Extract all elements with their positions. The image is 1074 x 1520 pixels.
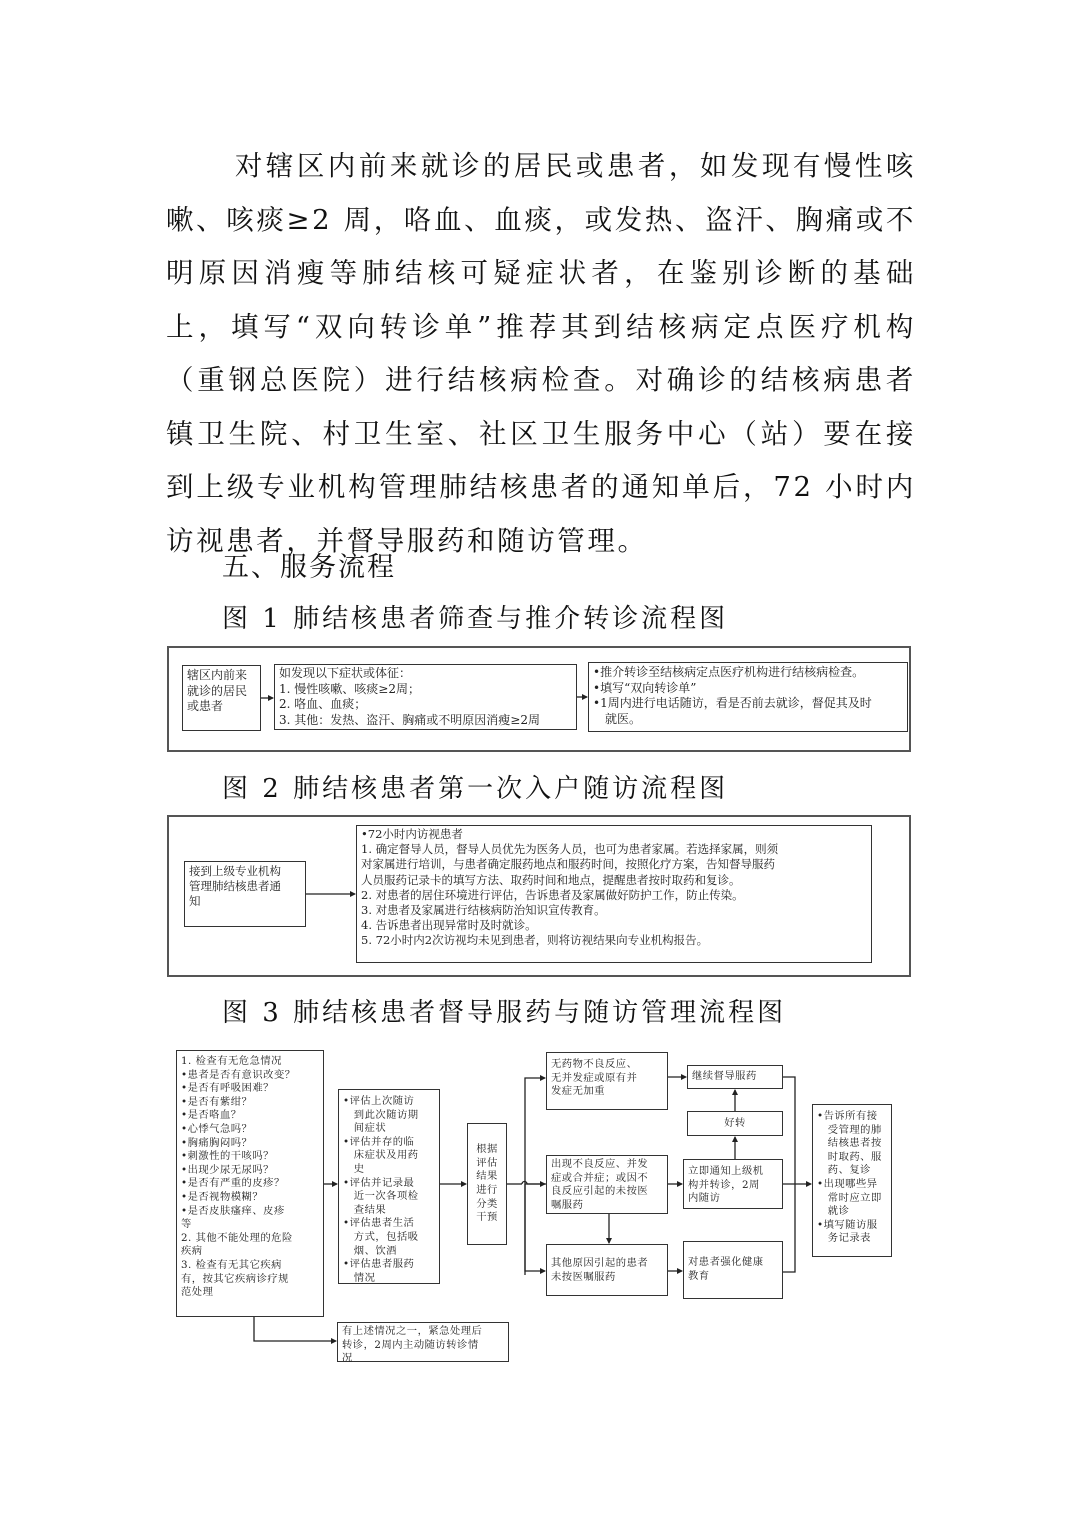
fig2-box-start [184, 861, 306, 927]
box-text [817, 1110, 887, 1246]
box-text-line: 构并转诊，2周 [688, 1178, 760, 1191]
box-text-line: 或患者 [187, 699, 224, 713]
box-text-line: •是否有严重的皮疹？ [181, 1177, 285, 1190]
box-text-line: 发症无加重 [551, 1085, 605, 1098]
box-text-line: 间症状 [343, 1122, 387, 1135]
section-heading: 五、服务流程 [222, 552, 396, 583]
box-text-line: •推介转诊至结核病定点医疗机构进行结核病检查。 [593, 665, 865, 679]
fig1-box-actions [588, 662, 908, 732]
fig2-box-steps [356, 825, 872, 963]
box-text-line: 结果 [476, 1170, 498, 1183]
box-text-line: 2. 咯血、血痰； [279, 697, 367, 711]
box-text-line: 嘱服药 [551, 1198, 584, 1211]
fig1-box-symptoms [274, 664, 577, 730]
box-text-line: 范处理 [181, 1286, 214, 1299]
box-text-line: 转诊，2周内主动随访转诊情 [342, 1338, 479, 1351]
box-text [551, 1257, 663, 1284]
box-text-line: 根据 [476, 1143, 498, 1156]
box-text-line: 有，按其它疾病诊疗规 [181, 1272, 289, 1285]
intro-paragraph [166, 140, 916, 568]
box-text-line: 辖区内前来 [187, 668, 248, 682]
box-text-line: 症或合并症；或因不 [551, 1171, 649, 1184]
fig1-box-start [182, 665, 261, 731]
box-text-line: 药、复诊 [817, 1164, 871, 1177]
box-text-line: •是否有呼吸困难？ [181, 1082, 274, 1095]
box-text-line: 评估 [476, 1156, 498, 1169]
box-text-line: •刺激性的干咳吗？ [181, 1150, 274, 1163]
box-text-line: •胸痛胸闷吗？ [181, 1136, 253, 1149]
fig3-box-refer [683, 1159, 783, 1209]
box-text-line: 教育 [688, 1269, 710, 1282]
box-text-line: •是否皮肤瘙痒、皮疹 [181, 1204, 285, 1217]
box-text-line: 良反应引起的未按医 [551, 1185, 649, 1198]
box-text-line: 立即通知上级机 [688, 1165, 764, 1177]
fig3-box-assess [338, 1089, 440, 1284]
box-text-line: 床症状及用药 [343, 1149, 419, 1162]
box-text-line: 4. 告诉患者出现异常时及时就诊。 [361, 918, 537, 933]
fig3-branch-hop [522, 1182, 527, 1185]
box-text-line: •出现少尿无尿吗？ [181, 1163, 274, 1176]
box-text-line: 出现不良反应、并发 [551, 1158, 649, 1170]
box-text-line: 好转 [724, 1116, 746, 1129]
box-text-line: 近一次各项检 [343, 1190, 419, 1203]
box-text-line: 无并发症或原有并 [551, 1071, 638, 1084]
box-text-line: •72小时内访视患者 [361, 827, 463, 841]
box-text [361, 827, 867, 949]
box-text-line: 接到上级专业机构 [189, 864, 281, 878]
fig3-box-no-reaction [546, 1052, 668, 1110]
fig3-box-emergency [337, 1322, 509, 1365]
box-text-line: •告诉所有接 [817, 1110, 878, 1122]
fig3-box-check [176, 1050, 324, 1317]
box-text [476, 1143, 498, 1225]
box-text-line: •出现哪些异 [817, 1177, 878, 1190]
figure1-caption: 图 1 肺结核患者筛查与推介转诊流程图 [222, 604, 729, 634]
fig3-box-other-reason [546, 1244, 668, 1296]
box-text-line: 等 [181, 1218, 192, 1231]
box-text-line: 3. 对患者及家属进行结核病防治知识宣传教育。 [361, 903, 606, 918]
box-text [279, 666, 572, 728]
box-text-line: 3. 其他：发热、盗汗、胸痛或不明原因消瘦≥2周 [279, 712, 540, 727]
fig3-arrow-to-other-reason [525, 1184, 545, 1271]
box-text-line: •填写随访服 [817, 1218, 878, 1231]
box-text-line: •是否视物模糊？ [181, 1190, 264, 1203]
fig3-arrow-check-to-emergency [254, 1317, 336, 1341]
fig3-box-inform [812, 1104, 892, 1257]
box-text-line: 情况 [343, 1271, 376, 1284]
box-text-line: •心悸气急吗？ [181, 1122, 253, 1135]
box-text-line: 分类 [476, 1197, 498, 1210]
figure3-caption: 图 3 肺结核患者督导服药与随访管理流程图 [222, 998, 787, 1028]
box-text-line: 未按医嘱服药 [551, 1270, 616, 1283]
box-text-line: 人员服药记录卡的填写方法、取药时间和地点，提醒患者按时取药和复诊。 [361, 872, 741, 887]
fig3-box-improve [687, 1111, 783, 1136]
box-text-line: 干预 [476, 1211, 498, 1224]
box-text-line: 5. 72小时内2次访视均未见到患者，则将访视结果向专业机构报告。 [361, 933, 709, 948]
box-text-line: 1. 确定督导人员，督导人员优先为医务人员，也可为患者家属。若选择家属，则须 [361, 842, 779, 857]
box-text-line: 疾病 [181, 1245, 203, 1258]
box-text-line: •填写“双向转诊单” [593, 680, 697, 695]
box-text [189, 864, 301, 910]
box-text [692, 1070, 778, 1084]
box-text-line: 1. 检查有无危急情况 [181, 1055, 282, 1067]
box-text-line: 就诊 [817, 1205, 850, 1218]
box-text-line: 结核患者按 [817, 1137, 882, 1150]
fig3-box-adverse [546, 1155, 668, 1214]
box-text [551, 1058, 663, 1099]
box-text-line: •评估患者服药 [343, 1258, 415, 1271]
box-text-line: 烟、饮酒 [343, 1244, 397, 1257]
box-text-line: •1周内进行电话随访，看是否前去就诊，督促其及时 [593, 696, 872, 710]
box-text-line: •是否咯血？ [181, 1109, 242, 1122]
box-text [688, 1256, 778, 1283]
box-text-line: •评估患者生活 [343, 1217, 415, 1230]
box-text [688, 1165, 778, 1206]
fig3-box-classify [467, 1123, 507, 1245]
box-text-line: 2. 其他不能处理的危险 [181, 1231, 293, 1244]
box-text-line: 对患者强化健康 [688, 1256, 764, 1268]
box-text-line: 史 [343, 1162, 365, 1175]
fig3-arrow-to-no-reaction [525, 1078, 545, 1275]
box-text [187, 668, 256, 715]
box-text-line: 况 [342, 1352, 353, 1365]
box-text-line: 到此次随访期 [343, 1108, 419, 1121]
box-text-line: 3. 检查有无其它疾病 [181, 1258, 282, 1271]
box-text-line: 继续督导服药 [692, 1070, 757, 1082]
box-text [181, 1055, 319, 1300]
box-text-line: 管理肺结核患者通 [189, 879, 281, 894]
fig3-box-education [683, 1241, 783, 1299]
box-text-line: •是否有紫绀？ [181, 1095, 253, 1108]
box-text [724, 1117, 746, 1131]
box-text-line: 时取药、服 [817, 1150, 882, 1163]
box-text [593, 665, 903, 727]
figure2-caption: 图 2 肺结核患者第一次入户随访流程图 [222, 774, 729, 804]
box-text-line: 无药物不良反应、 [551, 1058, 638, 1070]
box-text-line: 有上述情况之一，紧急处理后 [342, 1325, 483, 1337]
box-text-line: 查结果 [343, 1203, 387, 1216]
box-text [343, 1095, 435, 1285]
box-text-line: 进行 [476, 1184, 498, 1196]
box-text-line: 就医。 [593, 711, 642, 726]
box-text-line: 1. 慢性咳嗽、咳痰≥2周； [279, 681, 420, 696]
box-text-line: 其他原因引起的患者 [551, 1257, 649, 1269]
box-text-line: •评估上次随访 [343, 1095, 415, 1107]
box-text-line: 受管理的肺 [817, 1123, 882, 1136]
box-text-line: 常时应立即 [817, 1191, 882, 1204]
box-text-line: 如发现以下症状或体征： [279, 666, 412, 680]
box-text-line: 方式，包括吸 [343, 1230, 419, 1243]
box-text-line: •评估并存的临 [343, 1135, 415, 1148]
box-text-line: 对家属进行培训，与患者确定服药地点和服药时间，按照化疗方案，告知督导服药 [361, 857, 775, 872]
box-text [342, 1325, 504, 1366]
box-text-line: 就诊的居民 [187, 683, 248, 698]
intro-paragraph-text: 对辖区内前来就诊的居民或患者，如发现有慢性咳嗽、咳痰≥2 周，咯血、血痰，或发热、盗汗、胸痛或不明原因消瘦等肺结核可疑症状者，在鉴别诊断的基础上，填写“双向转诊单”推荐其到结核病定点医疗机构（重钢总医院）进行结核病检查。对确诊的结核病患者镇卫生院、村卫生室、社区卫生服务中心（站）要在接到上级专业机构管理肺结核患者的通知单后，72 小时内访视患者，并督导服药和随访管理。 [166, 150, 916, 557]
fig3-box-continue [687, 1065, 783, 1089]
box-text-line: •评估并记录最 [343, 1176, 415, 1189]
box-text-line: 知 [189, 894, 201, 909]
box-text-line: •患者是否有意识改变？ [181, 1068, 296, 1081]
box-text [551, 1158, 663, 1212]
fig3-line-continue-to-collector [783, 1077, 795, 1272]
box-text-line: 2. 对患者的居住环境进行评估，告诉患者及家属做好防护工作，防止传染。 [361, 887, 744, 902]
box-text-line: 内随访 [688, 1192, 721, 1205]
box-text-line: 务记录表 [817, 1232, 871, 1245]
